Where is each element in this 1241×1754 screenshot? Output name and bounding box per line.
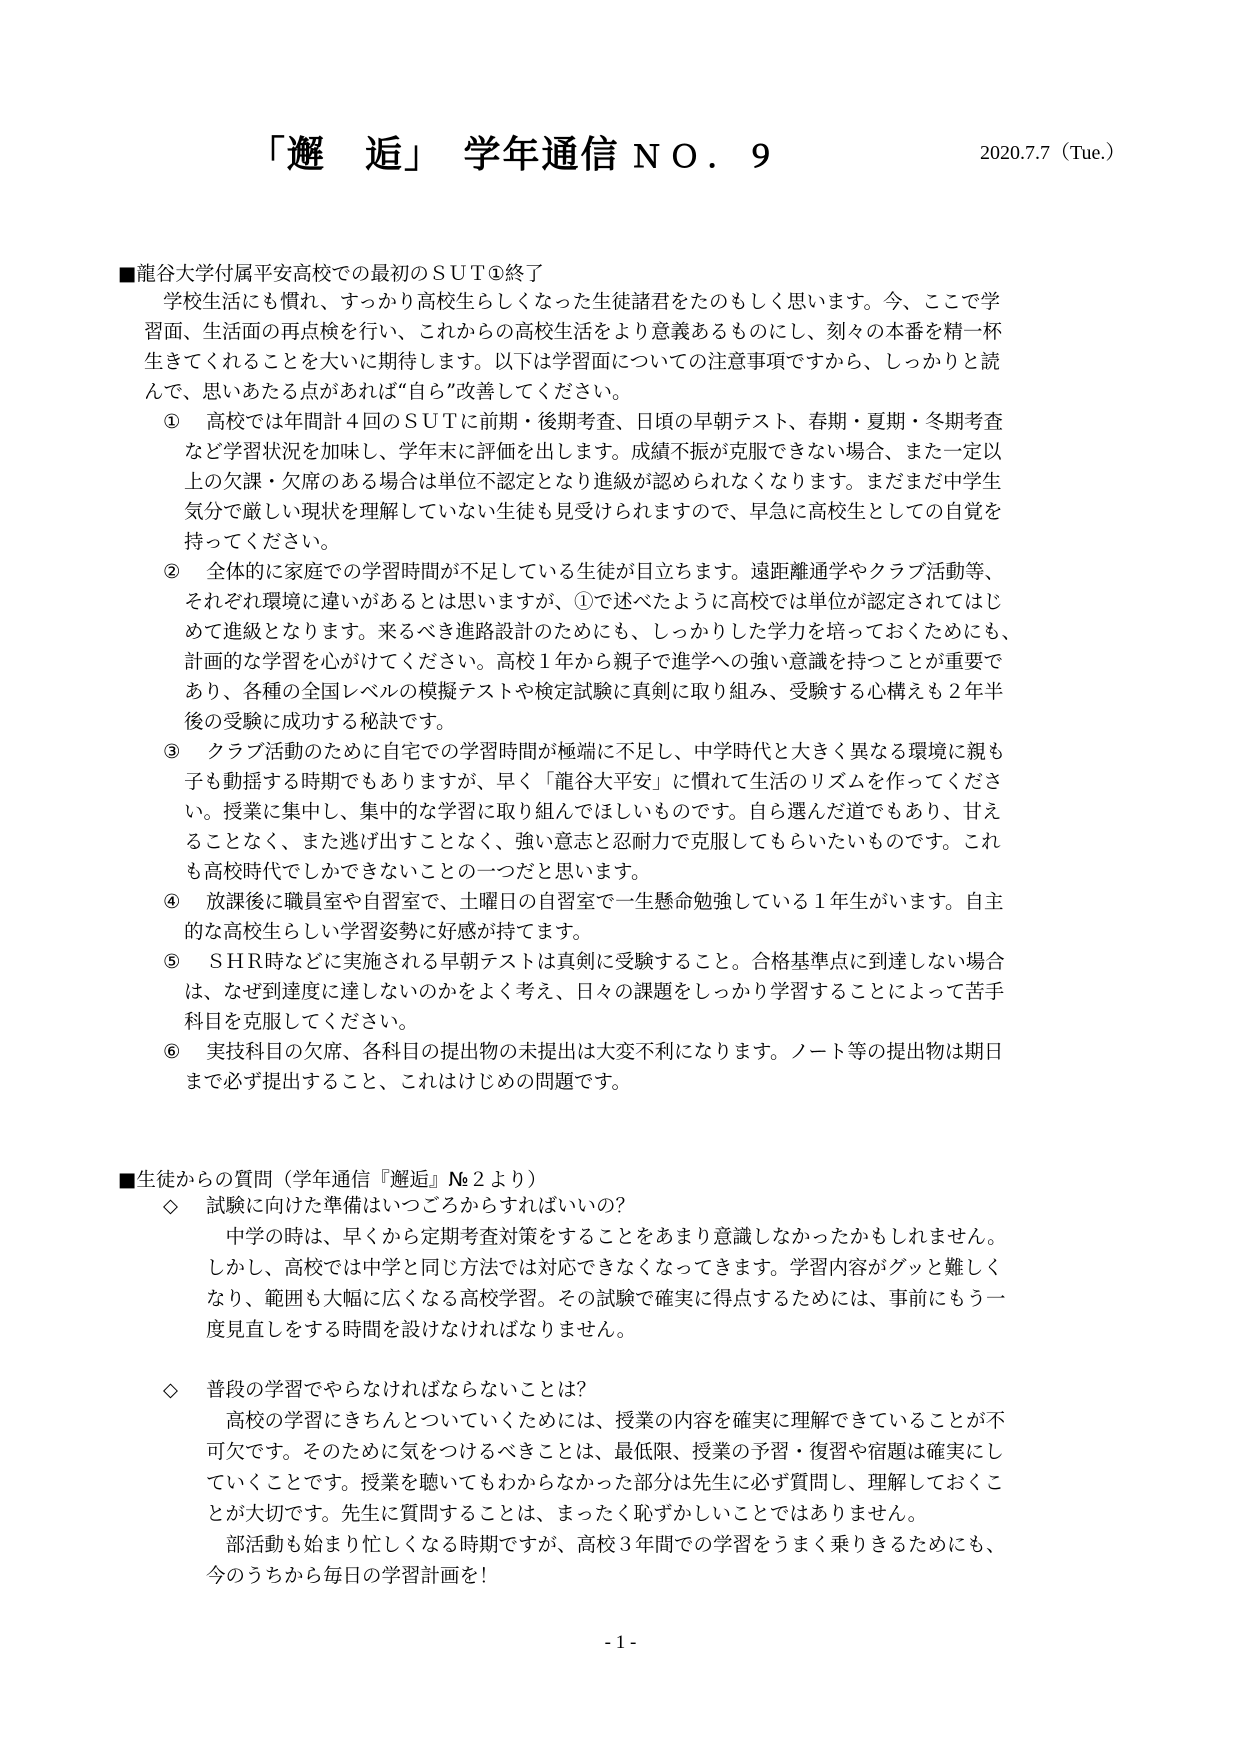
question-1-mark: ◇ xyxy=(163,1194,178,1217)
item-3-line: ることなく、また逃げ出すことなく、強い意志と忍耐力で克服してもらいたいものです。これ xyxy=(184,830,1001,853)
intro-line: 習面、生活面の再点検を行い、これからの高校生活をより意義あるものにし、刻々の本番を精一杯 xyxy=(144,320,1003,343)
answer-2-line: 今のうちから毎日の学習計画を！ xyxy=(206,1564,499,1587)
item-1-mark: ① xyxy=(163,410,181,433)
answer-1-line: しかし、高校では中学と同じ方法では対応できなくなってきます。学習内容がグッと難しく xyxy=(206,1256,1003,1279)
page-number: - 1 - xyxy=(604,1632,637,1653)
answer-2-line: 可欠です。そのために気をつけるべきことは、最低限、授業の予習・復習や宿題は確実にし xyxy=(206,1440,1004,1463)
answer-1-line: 中学の時は、早くから定期考査対策をすることをあまり意識しなかったかもしれません。 xyxy=(206,1225,1007,1248)
item-6-line: 実技科目の欠席、各科目の提出物の未提出は大変不利になります。ノート等の提出物は期日 xyxy=(206,1040,1004,1063)
question-2-mark: ◇ xyxy=(163,1378,178,1401)
item-5-line: 科目を克服してください。 xyxy=(184,1010,419,1033)
item-1-line: 気分で厳しい現状を理解していない生徒も見受けられますので、早急に高校生としての自覚を xyxy=(184,500,1003,523)
item-1-line: 上の欠課・欠席のある場合は単位不認定となり進級が認められなくなります。まだまだ中学生 xyxy=(184,470,1002,493)
item-3-line: い。授業に集中し、集中的な学習に取り組んでほしいものです。自ら選んだ道でもあり、甘え xyxy=(184,800,1002,823)
item-5-mark: ⑤ xyxy=(163,950,181,973)
item-3-line: も高校時代でしかできないことの一つだと思います。 xyxy=(184,860,651,883)
item-4-line: 放課後に職員室や自習室で、土曜日の自習室で一生懸命勉強している１年生がいます。自主 xyxy=(206,890,1004,913)
newsletter-title xyxy=(248,124,784,178)
item-1-line: など学習状況を加味し、学年末に評価を出します。成績不振が克服できない場合、また一定以 xyxy=(184,440,1002,463)
title-text: 「邂 逅」 学年通信 xyxy=(248,133,620,176)
intro-line: 学校生活にも慣れ、すっかり高校生らしくなった生徒諸君をたのもしく思います。今、ここで学 xyxy=(163,290,1000,313)
intro-line: 生きてくれることを大いに期待します。以下は学習面についての注意事項ですから、しっかりと読 xyxy=(144,350,1001,373)
answer-1-line: 度見直しをする時間を設けなければなりません。 xyxy=(206,1318,637,1341)
answer-2-line: ていくことです。授業を聴いてもわからなかった部分は先生に必ず質問し、理解しておくこ xyxy=(206,1471,1004,1494)
answer-2-line: とが大切です。先生に質問することは、まったく恥ずかしいことではありません。 xyxy=(206,1502,928,1525)
issue-number: ＮＯ．９ xyxy=(631,140,784,175)
item-3-line: クラブ活動のために自宅での学習時間が極端に不足し、中学時代と大きく異なる環境に親も xyxy=(206,740,1006,763)
item-5-line: ＳＨＲ時などに実施される早朝テストは真剣に受験すること。合格基準点に到達しない場合 xyxy=(206,950,1005,973)
item-2-line: 後の受験に成功する秘訣です。 xyxy=(184,710,456,733)
question-2-text: 普段の学習でやらなければならないことは？ xyxy=(206,1378,597,1401)
answer-2-line: 高校の学習にきちんとついていくためには、授業の内容を確実に理解できていることが不 xyxy=(206,1409,1006,1432)
answer-1-line: なり、範囲も大幅に広くなる高校学習。その試験で確実に得点するためには、事前にもう一 xyxy=(206,1287,1006,1310)
item-4-line: 的な高校生らしい学習姿勢に好感が持てます。 xyxy=(184,920,592,943)
item-2-mark: ② xyxy=(163,560,181,583)
item-6-line: まで必ず提出すること、これはけじめの問題です。 xyxy=(184,1070,631,1093)
item-5-line: は、なぜ到達度に達しないのかをよく考え、日々の課題をしっかり学習することによって苦手 xyxy=(184,980,1005,1003)
item-2-line: 計画的な学習を心がけてください。高校１年から親子で進学への強い意識を持つことが重要で xyxy=(184,650,1004,673)
item-6-mark: ⑥ xyxy=(163,1040,181,1063)
section-2-heading: ■生徒からの質問（学年通信『邂逅』№２より） xyxy=(118,1168,547,1191)
item-2-line: 全体的に家庭での学習時間が不足している生徒が目立ちます。遠距離通学やクラブ活動等、 xyxy=(206,560,1004,583)
item-2-line: それぞれ環境に違いがあるとは思いますが、①で述べたように高校では単位が認定されてはじ xyxy=(184,590,1004,613)
item-4-mark: ④ xyxy=(163,890,181,913)
item-3-mark: ③ xyxy=(163,740,181,763)
answer-2-line: 部活動も始まり忙しくなる時期ですが、高校３年間での学習をうまく乗りきるためにも、 xyxy=(206,1533,1006,1556)
item-1-line: 持ってください。 xyxy=(184,530,341,553)
item-1-line: 高校では年間計４回のＳＵＴに前期・後期考査、日頃の早朝テスト、春期・夏期・冬期考査 xyxy=(206,410,1003,433)
item-2-line: めて進級となります。来るべき進路設計のためにも、しっかりした学力を培っておくためにも、 xyxy=(184,620,1021,643)
item-2-line: あり、各種の全国レベルの模擬テストや検定試験に真剣に取り組み、受験する心構えも２年半 xyxy=(184,680,1004,703)
issue-date: 2020.7.7（Tue.） xyxy=(980,142,1126,164)
intro-line: んで、思いあたる点があれば“自ら”改善してください。 xyxy=(144,380,632,403)
question-1-text: 試験に向けた準備はいつごろからすればいいの？ xyxy=(206,1194,636,1217)
section-1-heading: ■龍谷大学付属平安高校での最初のＳＵＴ①終了 xyxy=(118,262,544,285)
item-3-line: 子も動揺する時期でもありますが、早く「龍谷大平安」に慣れて生活のリズムを作ってくださ xyxy=(184,770,1003,793)
